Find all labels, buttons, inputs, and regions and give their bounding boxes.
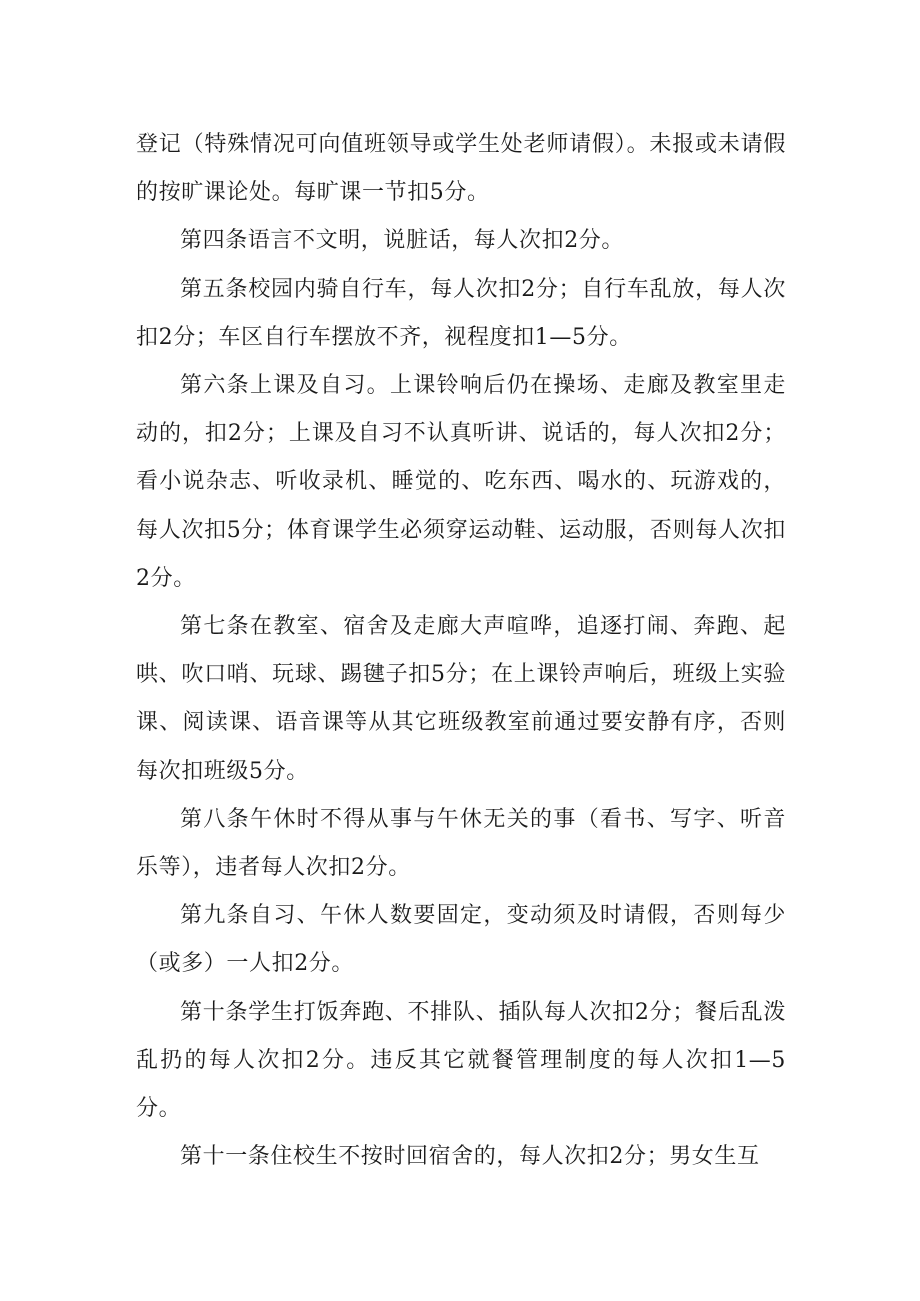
paragraph-article-8: 第八条午休时不得从事与午休无关的事（看书、写字、听音乐等），违者每人次扣2分。 <box>136 806 786 881</box>
paragraph-article-6: 第六条上课及自习。上课铃响后仍在操场、走廊及教室里走动的，扣2分；上课及自习不认真听讲、说话的，每人次扣2分；看小说杂志、听收录机、睡觉的、吃东西、喝水的、玩游戏的，每人次扣5分；体育课学生必须穿运动鞋、运动服，否则每人次扣2分。 <box>136 373 786 591</box>
paragraph-article-7: 第七条在教室、宿舍及走廊大声喧哗，追逐打闹、奔跑、起哄、吹口哨、玩球、踢毽子扣5分；在上课铃声响后，班级上实验课、阅读课、语音课等从其它班级教室前通过要安静有序，否则每次扣班级5分。 <box>136 614 786 784</box>
paragraph-article-10: 第十条学生打饭奔跑、不排队、插队每人次扣2分；餐后乱泼乱扔的每人次扣2分。违反其它就餐管理制度的每人次扣1—5分。 <box>136 999 786 1122</box>
paragraph-article-11: 第十一条住校生不按时回宿舍的，每人次扣2分；男女生互 <box>180 1144 760 1170</box>
paragraph-article-9: 第九条自习、午休人数要固定，变动须及时请假，否则每少（或多）一人扣2分。 <box>136 903 786 977</box>
paragraph-continuation-article-3: 登记（特殊情况可向值班领导或学生处老师请假）。未报或未请假的按旷课论处。每旷课一节扣5分。 <box>136 132 786 206</box>
paragraph-article-4: 第四条语言不文明，说脏话，每人次扣2分。 <box>180 228 624 254</box>
paragraph-article-5: 第五条校园内骑自行车，每人次扣2分；自行车乱放，每人次扣2分；车区自行车摆放不齐，视程度扣1—5分。 <box>136 276 786 350</box>
document-body <box>136 121 786 1181</box>
